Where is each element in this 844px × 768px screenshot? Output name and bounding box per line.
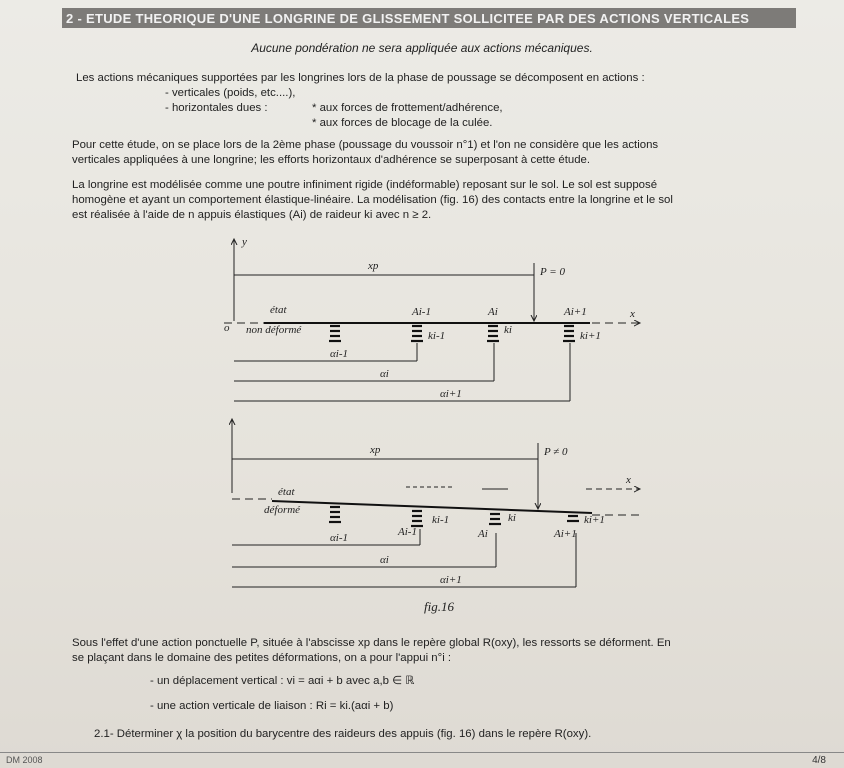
origin-label: o xyxy=(224,322,230,334)
support-label-ai+1: Ai+1 xyxy=(564,306,587,318)
y-axis-label: y xyxy=(242,236,247,248)
load-label: P = 0 xyxy=(540,266,565,278)
paragraph-4 xyxy=(72,636,802,666)
alpha-label-2: αi xyxy=(380,368,389,380)
support-label-ai-2: Ai xyxy=(478,528,488,540)
spring-1 xyxy=(329,326,341,341)
stiffness-label-ki+1-2: ki+1 xyxy=(584,514,605,526)
stiffness-label-ki+1: ki+1 xyxy=(580,330,601,342)
stiffness-label-ki: ki xyxy=(504,324,512,336)
paragraph-3-line-1: La longrine est modélisée comme une poutre infiniment rigide (indéformable) reposant sur le sol. Le sol est supposé xyxy=(72,179,658,191)
paragraph-3-line-2: homogène et ayant un comportement élastique-linéaire. La modélisation (fig. 16) des contacts entre la longrine et le sol xyxy=(72,194,673,206)
alpha-label-1: αi-1 xyxy=(330,348,348,360)
load-label-2: P ≠ 0 xyxy=(544,446,568,458)
spring-3 xyxy=(487,326,499,341)
figure-caption: fig.16 xyxy=(424,599,454,614)
paragraph-2 xyxy=(72,138,802,168)
alpha-label-6: αi+1 xyxy=(440,574,462,586)
section-title: 2 - ETUDE THEORIQUE D'UNE LONGRINE DE GLISSEMENT SOLLICITEE PAR DES ACTIONS VERTICALES xyxy=(66,10,750,26)
paragraph-2-line-1: Pour cette étude, on se place lors de la 2ème phase (poussage du voussoir n°1) et l'on ne considère que les actions xyxy=(72,139,659,151)
footer-reference: DM 2008 xyxy=(6,755,43,765)
intro-bullet-1: * aux forces de frottement/adhérence, xyxy=(312,102,503,114)
intro-line-3: - horizontales dues : xyxy=(165,102,268,114)
paragraph-3 xyxy=(72,178,802,223)
paragraph-4-line-1: Sous l'effet d'une action ponctuelle P, située à l'abscisse xp dans le repère global R(oxy), les ressorts se déforment. En xyxy=(72,637,671,649)
displacement-item: - un déplacement vertical : vi = aαi + b avec a,b ∈ ℝ xyxy=(150,675,415,687)
stiffness-label-ki-1: ki-1 xyxy=(428,330,446,342)
reaction-item: - une action verticale de liaison : Ri = ki.(aαi + b) xyxy=(150,700,394,712)
spring-8 xyxy=(567,516,579,521)
intro-line-2: - verticales (poids, etc....), xyxy=(165,87,296,99)
section-title-bar xyxy=(62,8,796,28)
alpha-label-3: αi+1 xyxy=(440,388,462,400)
paragraph-2-line-2: verticales appliquées à une longrine; les efforts horizontaux d'adhérence se superposant à cette étude. xyxy=(72,154,591,166)
diagram-undeformed xyxy=(224,236,640,401)
spring-5 xyxy=(329,507,341,522)
spring-4 xyxy=(563,326,575,341)
xp-label-2: xp xyxy=(370,444,381,456)
state-label-etat: état xyxy=(270,304,287,316)
figure-16 xyxy=(220,233,660,623)
spring-7 xyxy=(489,514,501,524)
intro-line-1: Les actions mécaniques supportées par les longrines lors de la phase de poussage se décomposent en actions : xyxy=(76,72,645,84)
xp-label: xp xyxy=(368,260,379,272)
intro-bullet-2: * aux forces de blocage de la culée. xyxy=(312,117,493,129)
state-label-deforme: déformé xyxy=(264,504,301,516)
stiffness-label-ki-1-2: ki-1 xyxy=(432,514,450,526)
stiffness-label-ki-2: ki xyxy=(508,512,516,524)
subtitle: Aucune pondération ne sera appliquée aux actions mécaniques. xyxy=(251,41,593,55)
state-label-non-deforme: non déformé xyxy=(246,324,302,336)
alpha-label-5: αi xyxy=(380,554,389,566)
beam-deformed xyxy=(272,501,592,513)
diagram-deformed xyxy=(232,419,640,587)
footer-rule xyxy=(0,752,844,753)
support-label-ai+1-2: Ai+1 xyxy=(554,528,577,540)
paragraph-4-line-2: se plaçant dans le domaine des petites déformations, on a pour l'appui n°i : xyxy=(72,652,452,664)
spring-6 xyxy=(411,511,423,526)
state-label-etat-2: état xyxy=(278,486,295,498)
page-number: 4/8 xyxy=(812,755,826,766)
support-label-ai-1: Ai-1 xyxy=(412,306,431,318)
spring-2 xyxy=(411,326,423,341)
question-2-1: 2.1- Déterminer χ la position du barycentre des raideurs des appuis (fig. 16) dans le repère R(oxy). xyxy=(94,728,592,740)
x-axis-label: x xyxy=(630,308,635,320)
support-label-ai: Ai xyxy=(488,306,498,318)
support-label-ai-1-2: Ai-1 xyxy=(398,526,417,538)
x-axis-label-2: x xyxy=(626,474,631,486)
paragraph-3-line-3: est réalisée à l'aide de n appuis élastiques (Ai) de raideur ki avec n ≥ 2. xyxy=(72,209,432,221)
alpha-label-4: αi-1 xyxy=(330,532,348,544)
